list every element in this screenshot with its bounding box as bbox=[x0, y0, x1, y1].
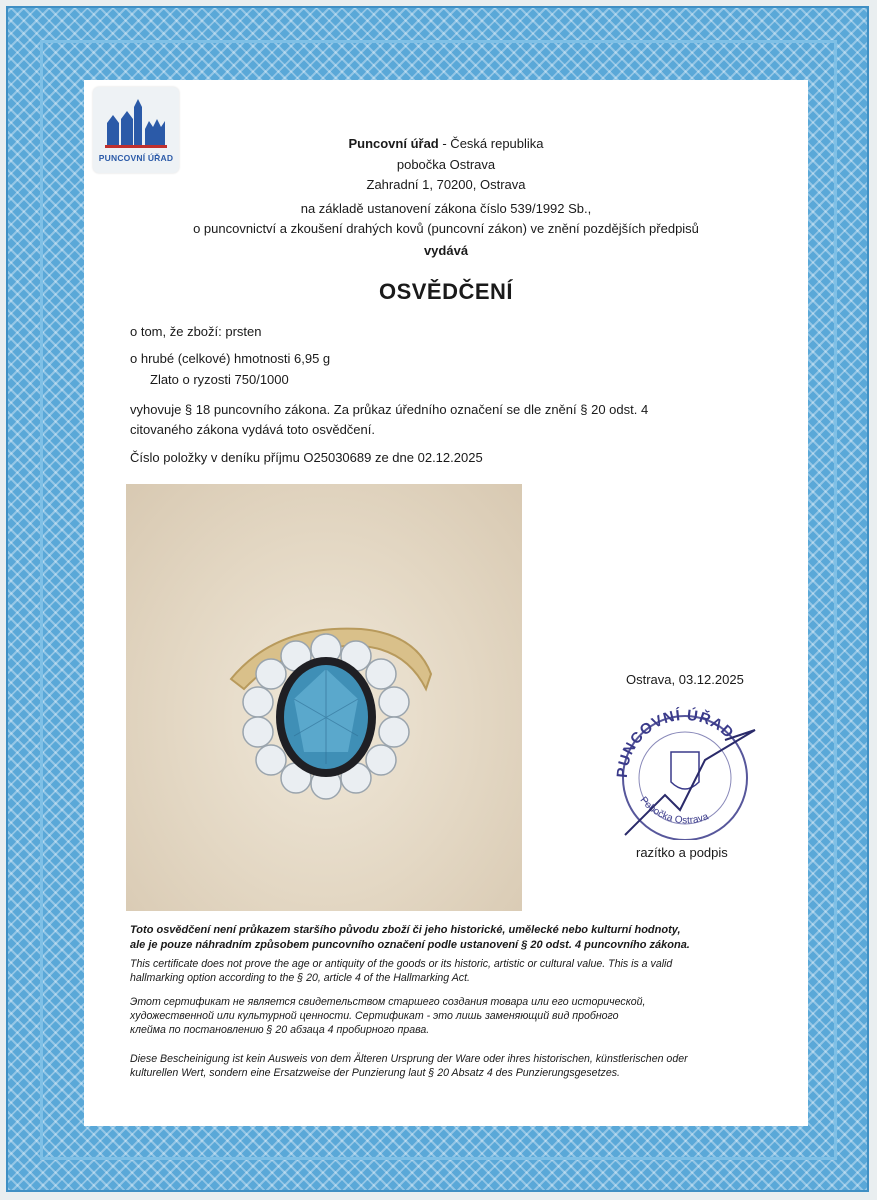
footer-en-line-2: hallmarking option according to the § 20, article 4 of the Hallmarking Act. bbox=[130, 972, 470, 984]
footer-de-line-2: kulturellen Wert, sondern eine Ersatzweise der Punzierung laut § 20 Absatz 4 des Punzierungsgesetzes. bbox=[130, 1067, 620, 1079]
shield-icon bbox=[671, 752, 699, 789]
purity-line: Zlato o ryzosti 750/1000 bbox=[150, 372, 289, 387]
place-date: Ostrava, 03.12.2025 bbox=[626, 672, 744, 687]
logo-label: PUNCOVNÍ ÚŘAD bbox=[98, 153, 174, 163]
issuer-name: Puncovní úřad bbox=[348, 136, 439, 151]
footer-ru-line-3: клейма по постановлению § 20 абзаца 4 пробирного права. bbox=[130, 1024, 430, 1036]
certificate-title: OSVĚDČENÍ bbox=[378, 279, 514, 304]
footer-ru-line-2: художественной или культурной ценности. Сертификат - это лишь заменяющий вид пробного bbox=[130, 1010, 619, 1022]
journal-line: Číslo položky v deníku příjmu O25030689 ze dne 02.12.2025 bbox=[130, 450, 483, 465]
stamp-bottom-text: Pobočka Ostrava bbox=[637, 794, 710, 827]
issuer-line bbox=[84, 137, 808, 150]
issuer-country: - Česká republika bbox=[438, 136, 544, 151]
weight-line: o hrubé (celkové) hmotnosti 6,95 g bbox=[130, 351, 331, 366]
official-stamp bbox=[605, 700, 775, 840]
branch-line: pobočka Ostrava bbox=[396, 157, 496, 172]
ring-photo bbox=[126, 484, 522, 911]
compliance-line-2: citovaného zákona vydává toto osvědčení. bbox=[130, 422, 375, 437]
footer-de-line-1: Diese Bescheinigung ist kein Ausweis von dem Älteren Ursprung der Ware oder ihres historischen, künstlerischen oder bbox=[130, 1053, 688, 1065]
footer-en-line-1: This certificate does not prove the age or antiquity of the goods or its historic, artistic or cultural value. This is a valid bbox=[130, 958, 673, 970]
stamp-caption: razítko a podpis bbox=[636, 845, 728, 860]
law-line-2: o puncovnictví a zkoušení drahých kovů (puncovní zákon) ve znění pozdějších předpisů bbox=[193, 221, 699, 236]
stamp-top-text: PUNCOVNÍ ÚŘAD bbox=[613, 706, 738, 779]
address-line: Zahradní 1, 70200, Ostrava bbox=[366, 177, 526, 192]
footer-cz-line-1: Toto osvědčení není průkazem staršího původu zboží či jeho historické, umělecké nebo kulturní hodnoty, bbox=[130, 924, 681, 936]
footer-ru-line-1: Этот сертификат не является свидетельством старшего создания товара или его исторической, bbox=[130, 996, 646, 1008]
item-line: o tom, že zboží: prsten bbox=[130, 324, 262, 339]
issues-label: vydává bbox=[423, 243, 469, 258]
law-line-1: na základě ustanovení zákona číslo 539/1992 Sb., bbox=[300, 201, 592, 216]
ring-icon bbox=[126, 484, 522, 911]
compliance-line-1: vyhovuje § 18 puncovního zákona. Za průkaz úředního označení se dle znění § 20 odst. 4 bbox=[130, 402, 649, 417]
footer-cz-line-2: ale je pouze náhradním způsobem puncovního označení podle ustanovení § 20 odst. 4 puncovního zákona. bbox=[130, 939, 690, 951]
